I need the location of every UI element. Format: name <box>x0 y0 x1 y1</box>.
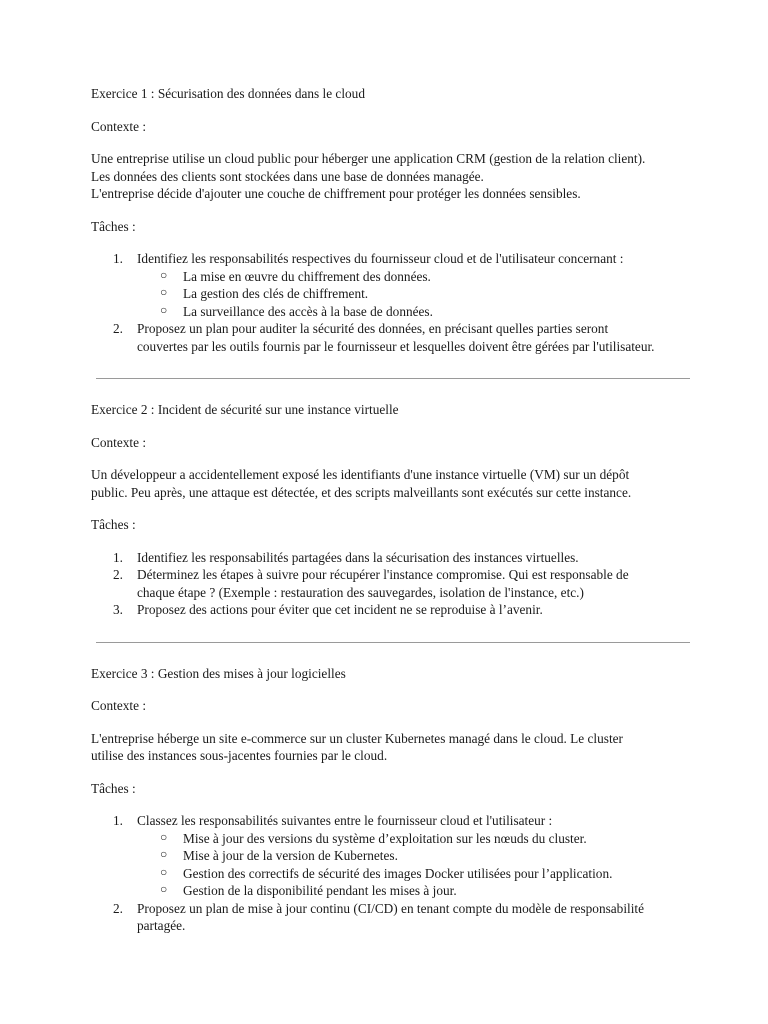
subtask-list <box>137 268 691 321</box>
task-item <box>113 601 691 619</box>
exercise-title: Exercice 3 : Gestion des mises à jour logicielles <box>91 665 346 681</box>
context-line: Un développeur a accidentellement exposé les identifiants d'une instance virtuelle (VM) sur un dépôt <box>91 467 630 482</box>
section-divider <box>96 642 690 643</box>
task-item <box>113 250 691 320</box>
context-line: L'entreprise héberge un site e-commerce sur un cluster Kubernetes managé dans le cloud. Le cluster <box>91 730 623 746</box>
tasks-label: Tâches : <box>91 780 136 796</box>
circle-bullet-icon: ○ <box>160 882 168 896</box>
subtask-item <box>160 882 691 900</box>
task-list <box>91 250 691 355</box>
circle-bullet-icon: ○ <box>160 267 168 282</box>
task-text: Identifiez les responsabilités respectives du fournisseur cloud et de l'utilisateur concernant : <box>137 251 624 266</box>
context-line: Une entreprise utilise un cloud public pour héberger une application CRM (gestion de la relation client). <box>91 151 646 166</box>
task-item <box>113 812 691 900</box>
subtask-text: Gestion de la disponibilité pendant les mises à jour. <box>183 883 457 898</box>
task-number: 1. <box>113 549 123 565</box>
exercise-2 <box>91 401 691 619</box>
tasks-label: Tâches : <box>91 218 136 234</box>
circle-bullet-icon: ○ <box>160 847 168 861</box>
subtask-item <box>160 302 691 321</box>
subtask-text: La surveillance des accès à la base de données. <box>183 303 433 319</box>
task-item <box>113 566 691 601</box>
subtask-list <box>137 830 691 900</box>
exercise-title: Exercice 2 : Incident de sécurité sur une instance virtuelle <box>91 402 399 417</box>
task-text: Proposez des actions pour éviter que cet incident ne se reproduise à l’avenir. <box>137 602 543 617</box>
section-divider <box>96 378 690 379</box>
context-paragraph <box>91 150 691 203</box>
document-page <box>91 85 691 935</box>
task-text: Classez les responsabilités suivantes entre le fournisseur cloud et l'utilisateur : <box>137 813 553 828</box>
task-item <box>113 549 691 567</box>
subtask-item <box>160 864 691 883</box>
subtask-text: Gestion des correctifs de sécurité des images Docker utilisées pour l’application. <box>183 865 613 881</box>
task-text: Déterminez les étapes à suivre pour récupérer l'instance compromise. Qui est responsable de <box>137 567 629 582</box>
task-number: 1. <box>113 813 123 828</box>
context-line: utilise des instances sous-jacentes fournies par le cloud. <box>91 748 388 763</box>
context-label: Contexte : <box>91 118 147 134</box>
subtask-text: Mise à jour de la version de Kubernetes. <box>183 848 398 863</box>
subtask-item <box>160 267 691 286</box>
task-text: Identifiez les responsabilités partagées dans la sécurisation des instances virtuelles. <box>137 549 579 565</box>
task-item <box>113 900 691 935</box>
subtask-item <box>160 829 691 848</box>
task-text: chaque étape ? (Exemple : restauration des sauvegardes, isolation de l'instance, etc.) <box>137 584 584 600</box>
circle-bullet-icon: ○ <box>160 829 168 844</box>
context-line: public. Peu après, une attaque est détectée, et des scripts malveillants sont exécutés sur cette instance. <box>91 484 632 500</box>
task-text: couvertes par les outils fournis par le fournisseur et lesquelles doivent être gérées par l'utilisateur. <box>137 338 655 354</box>
task-number: 2. <box>113 321 123 336</box>
subtask-item <box>160 847 691 865</box>
context-paragraph <box>91 730 691 765</box>
context-line: Les données des clients sont stockées dans une base de données managée. <box>91 168 484 184</box>
task-list <box>91 812 691 935</box>
subtask-text: La gestion des clés de chiffrement. <box>183 286 369 301</box>
subtask-text: Mise à jour des versions du système d’exploitation sur les nœuds du cluster. <box>183 830 587 846</box>
circle-bullet-icon: ○ <box>160 302 168 317</box>
task-number: 2. <box>113 900 123 916</box>
circle-bullet-icon: ○ <box>160 864 168 879</box>
context-label: Contexte : <box>91 698 147 713</box>
task-number: 3. <box>113 602 123 617</box>
subtask-text: La mise en œuvre du chiffrement des données. <box>183 268 431 284</box>
task-list <box>91 549 691 619</box>
context-paragraph <box>91 466 691 501</box>
exercise-3 <box>91 665 691 935</box>
task-number: 2. <box>113 567 123 582</box>
exercise-1 <box>91 85 691 355</box>
circle-bullet-icon: ○ <box>160 285 168 299</box>
task-text: Proposez un plan pour auditer la sécurité des données, en précisant quelles parties seront <box>137 321 609 336</box>
task-item <box>113 320 691 355</box>
exercise-title: Exercice 1 : Sécurisation des données dans le cloud <box>91 86 365 101</box>
context-label: Contexte : <box>91 434 147 450</box>
task-number: 1. <box>113 251 123 266</box>
task-text: Proposez un plan de mise à jour continu (CI/CD) en tenant compte du modèle de responsabilité <box>137 900 645 916</box>
context-line: L'entreprise décide d'ajouter une couche de chiffrement pour protéger les données sensibles. <box>91 186 581 201</box>
task-text: partagée. <box>137 918 186 933</box>
subtask-item <box>160 285 691 303</box>
tasks-label: Tâches : <box>91 517 136 532</box>
